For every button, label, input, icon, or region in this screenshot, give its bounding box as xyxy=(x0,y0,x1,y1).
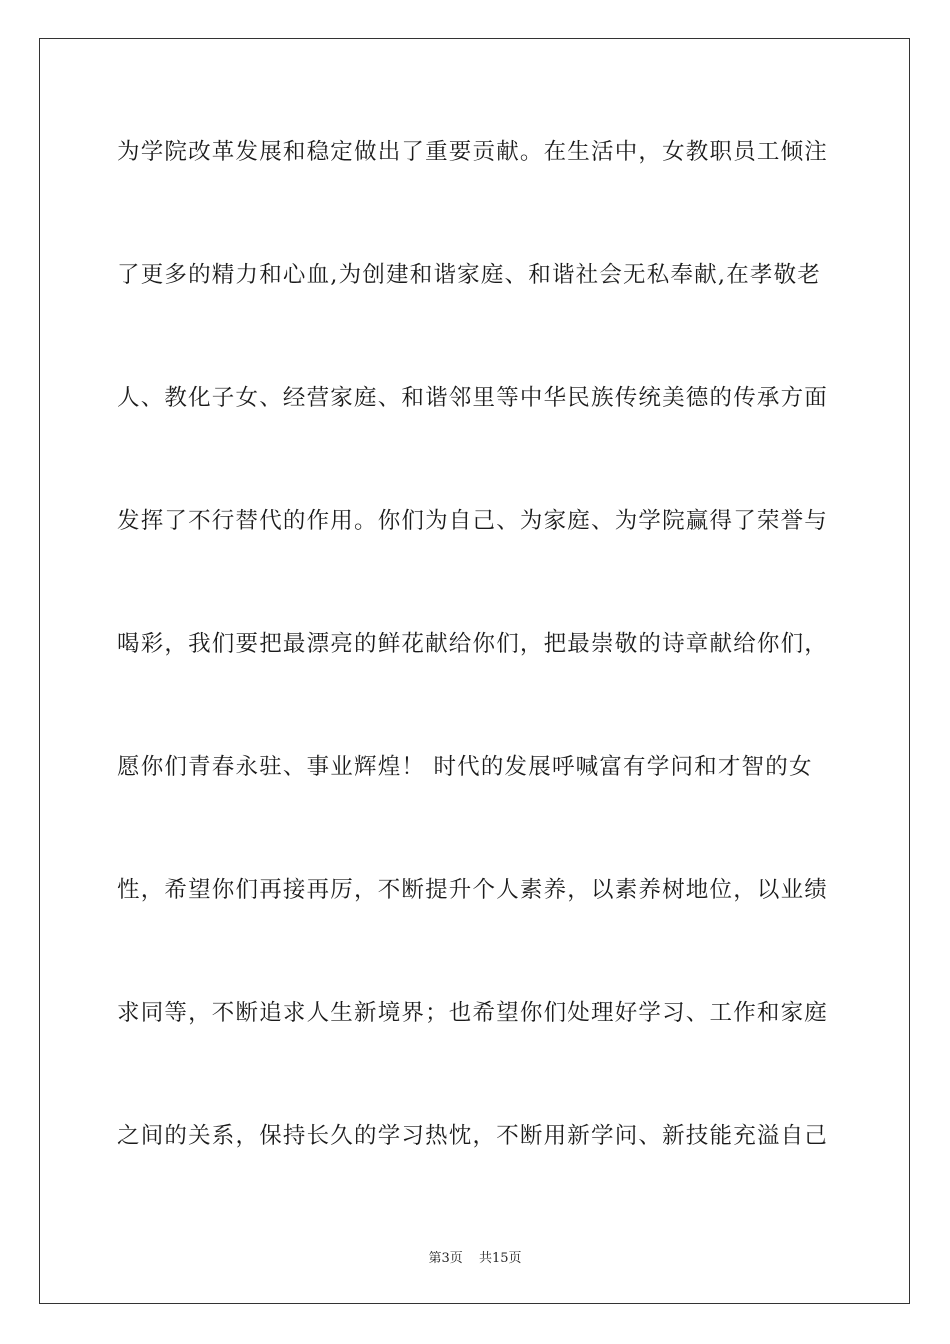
paragraph-line: 人、教化子女、经营家庭、和谐邻里等中华民族传统美德的传承方面 xyxy=(117,385,829,411)
paragraph-line: 之间的关系，保持长久的学习热忱，不断用新学问、新技能充溢自己 xyxy=(117,1123,829,1149)
page-footer xyxy=(0,1247,950,1266)
paragraph-line: 性，希望你们再接再厉，不断提升个人素养，以素养树地位，以业绩 xyxy=(117,877,829,903)
paragraph-line: 了更多的精力和心血,为创建和谐家庭、和谐社会无私奉献,在孝敬老 xyxy=(117,262,822,288)
page-number: 第3页 xyxy=(428,1251,463,1266)
page-total: 共15页 xyxy=(478,1251,522,1266)
paragraph-line: 喝彩，我们要把最漂亮的鲜花献给你们，把最崇敬的诗章献给你们， xyxy=(117,631,829,657)
paragraph-line: 愿你们青春永驻、事业辉煌！ 时代的发展呼喊富有学问和才智的女 xyxy=(117,754,813,780)
paragraph-line: 发挥了不行替代的作用。你们为自己、为家庭、为学院赢得了荣誉与 xyxy=(117,508,829,534)
page-border xyxy=(39,38,910,1304)
paragraph-line: 为学院改革发展和稳定做出了重要贡献。在生活中，女教职员工倾注 xyxy=(117,139,829,165)
paragraph-line: 求同等，不断追求人生新境界；也希望你们处理好学习、工作和家庭 xyxy=(117,1000,829,1026)
